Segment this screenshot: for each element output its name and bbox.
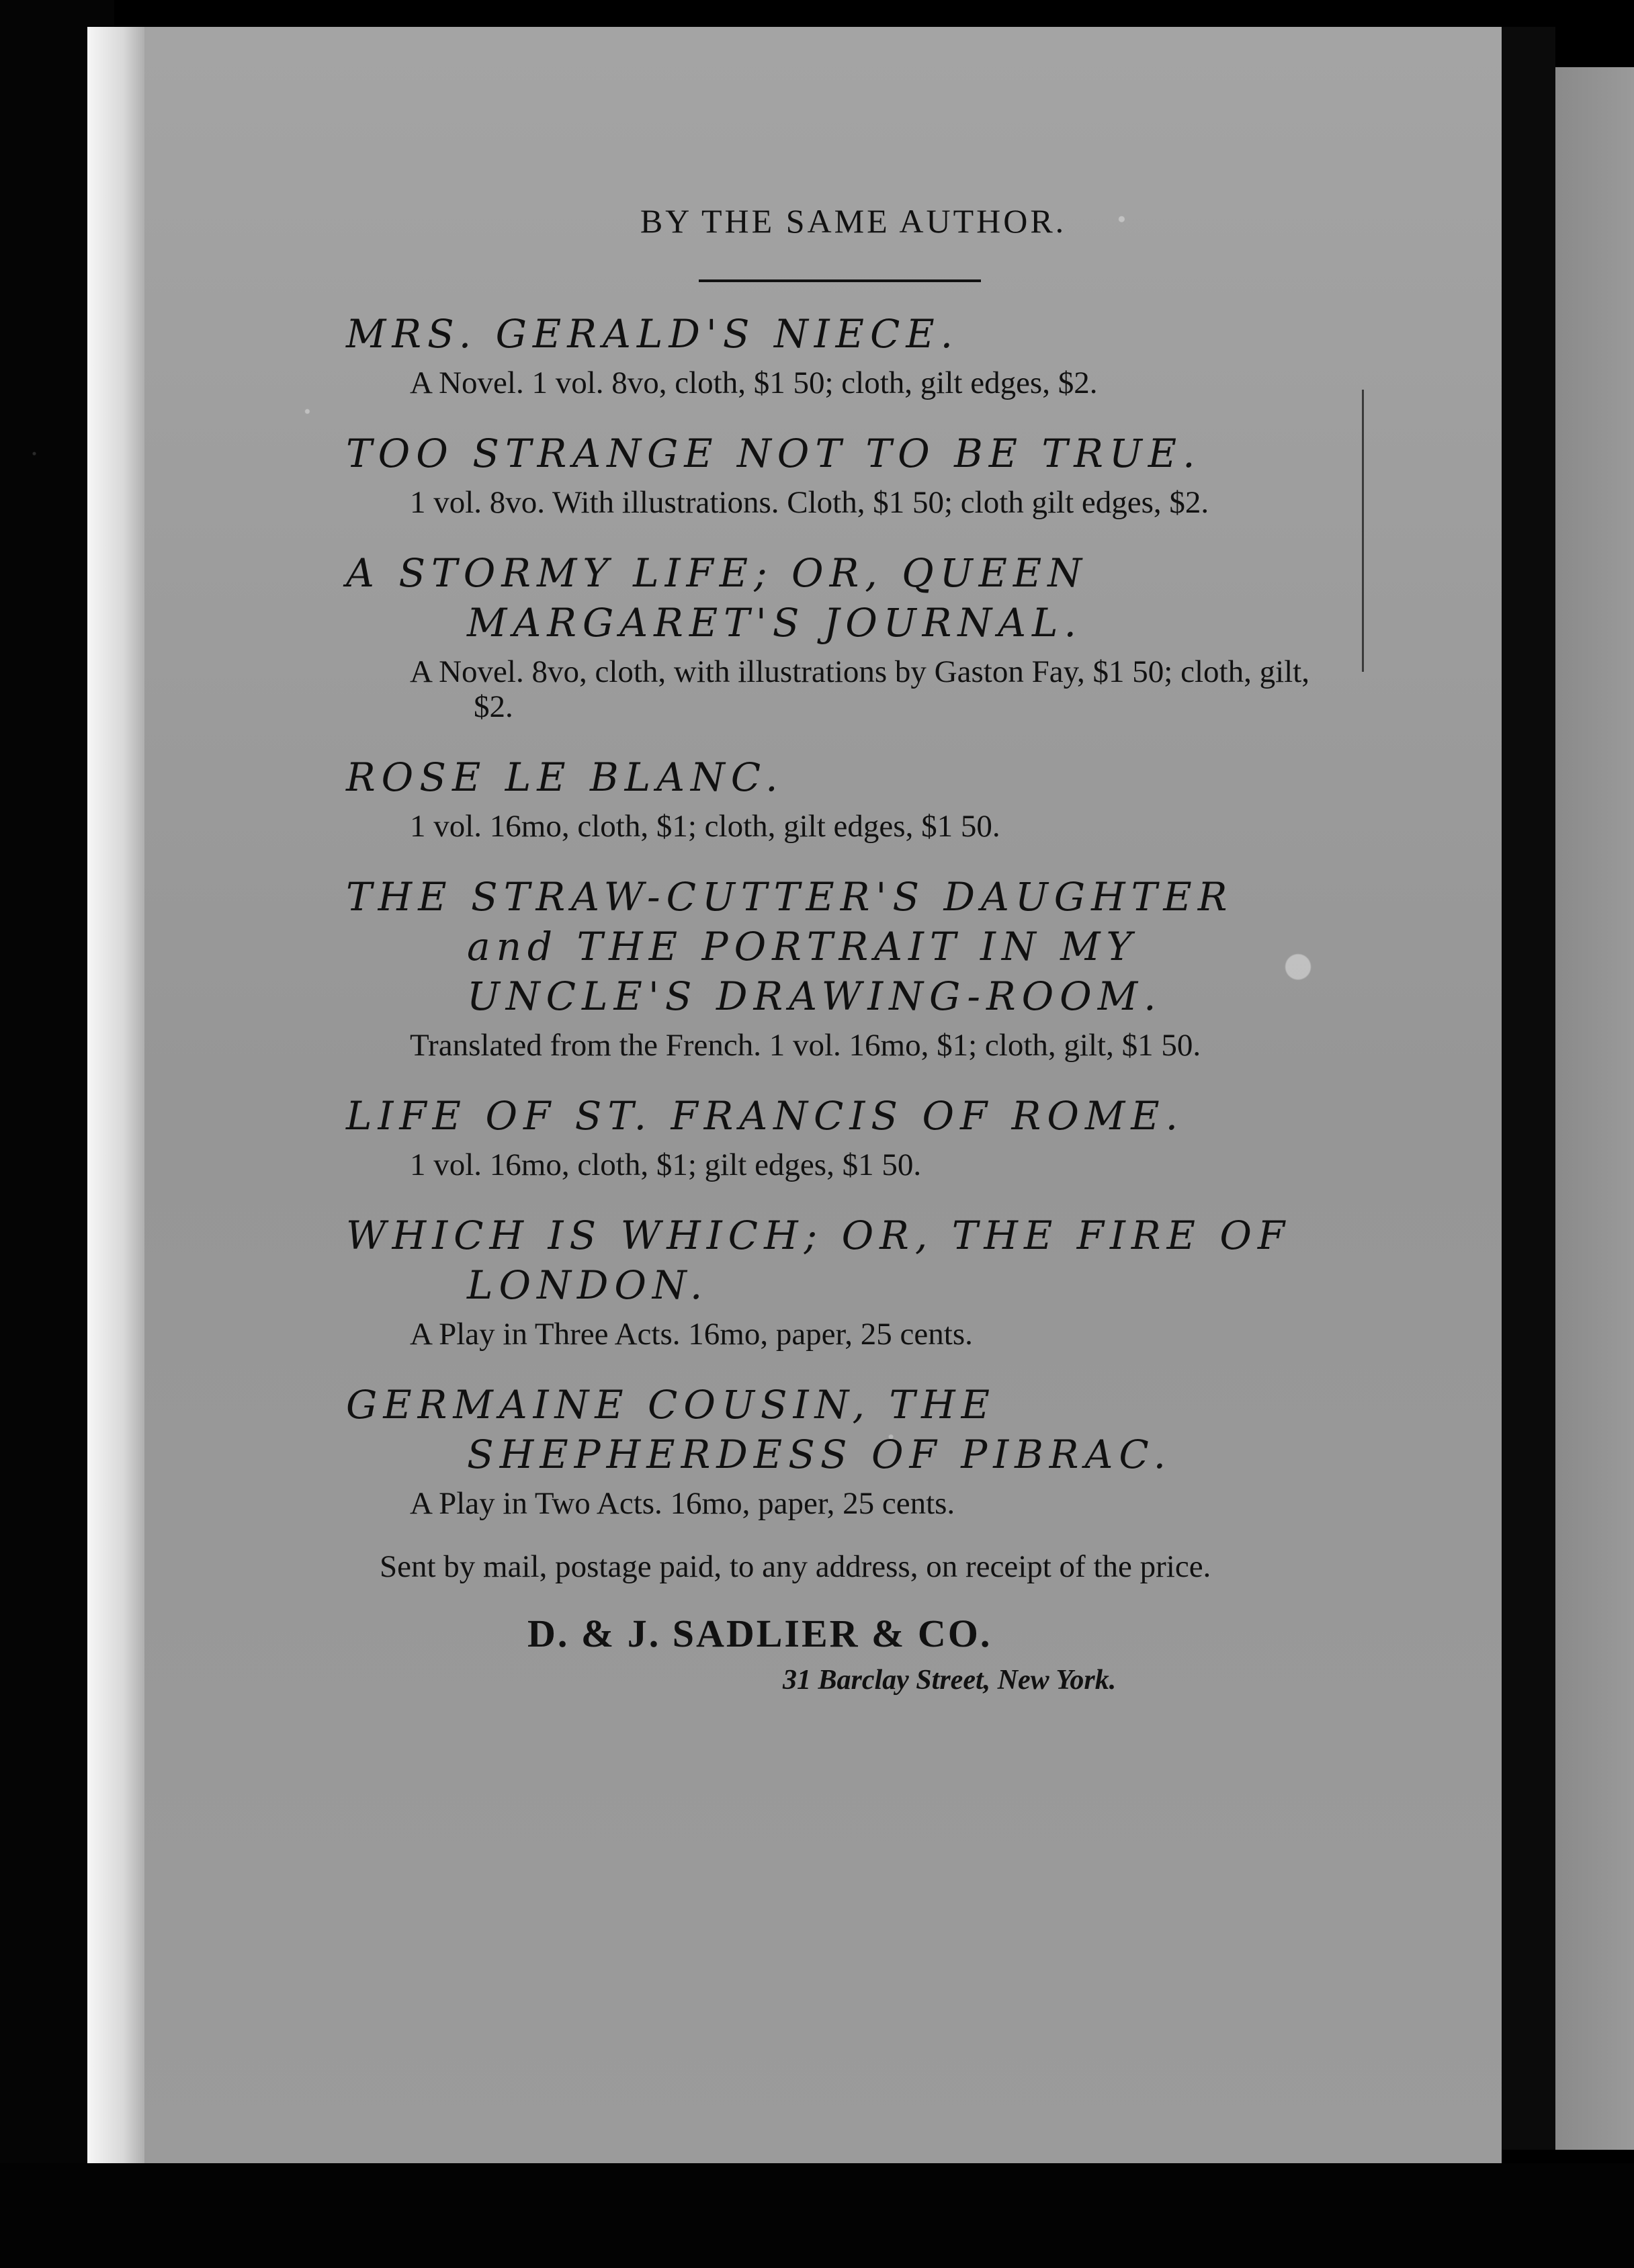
publisher-name: D. & J. SADLIER & CO. bbox=[527, 1612, 992, 1655]
book-title: TOO STRANGE NOT TO BE TRUE. bbox=[346, 431, 1201, 476]
book-details: A Novel. 8vo, cloth, with illustrations by Gaston Fay, $1 50; cloth, gilt, $2. bbox=[410, 654, 1309, 724]
book-entry bbox=[346, 1380, 1334, 1521]
publisher-address: 31 Barclay Street, New York. bbox=[783, 1665, 1117, 1696]
mail-order-note: Sent by mail, postage paid, to any address, on receipt of the price. bbox=[380, 1549, 1211, 1584]
book-entry bbox=[346, 1211, 1334, 1352]
book-entry bbox=[346, 548, 1334, 724]
book-title: ROSE LE BLANC. bbox=[346, 754, 784, 800]
heading-divider bbox=[699, 279, 981, 282]
book-spine bbox=[1502, 27, 1555, 2150]
book-entry bbox=[346, 429, 1334, 520]
margin-rule bbox=[1362, 390, 1364, 672]
page-heading: BY THE SAME AUTHOR. bbox=[640, 202, 1067, 240]
book-details: Translated from the French. 1 vol. 16mo, $1; cloth, gilt, $1 50. bbox=[410, 1028, 1201, 1063]
advertisement-content bbox=[346, 202, 1334, 1696]
book-details: 1 vol. 16mo, cloth, $1; gilt edges, $1 50. bbox=[410, 1147, 922, 1182]
book-title: MRS. GERALD'S NIECE. bbox=[346, 311, 959, 357]
book-details: A Play in Two Acts. 16mo, paper, 25 cents. bbox=[410, 1486, 955, 1521]
book-entry bbox=[346, 1091, 1334, 1182]
book-details: A Play in Three Acts. 16mo, paper, 25 cents. bbox=[410, 1317, 973, 1352]
book-details: 1 vol. 16mo, cloth, $1; cloth, gilt edges, $1 50. bbox=[410, 809, 1000, 844]
facing-page bbox=[1555, 67, 1634, 2150]
book-title: WHICH IS WHICH; OR, THE FIRE OF LONDON. bbox=[346, 1213, 1291, 1308]
book-title: THE STRAW-CUTTER'S DAUGHTER and THE PORTRAIT IN MY UNCLE'S DRAWING-ROOM. bbox=[346, 874, 1234, 1019]
book-details: 1 vol. 8vo. With illustrations. Cloth, $1 50; cloth gilt edges, $2. bbox=[410, 485, 1209, 520]
book-entry bbox=[346, 752, 1334, 844]
book-entry bbox=[346, 872, 1334, 1063]
book-entry bbox=[346, 309, 1334, 400]
book-title: GERMAINE COUSIN, THE SHEPHERDESS OF PIBRAC. bbox=[346, 1382, 1172, 1477]
book-title: LIFE OF ST. FRANCIS OF ROME. bbox=[346, 1093, 1185, 1139]
page-edge bbox=[87, 27, 148, 2163]
book-details: A Novel. 1 vol. 8vo, cloth, $1 50; cloth, gilt edges, $2. bbox=[410, 365, 1098, 400]
scan-bottom-margin bbox=[0, 2163, 1634, 2268]
book-title: A STORMY LIFE; OR, QUEEN MARGARET'S JOURNAL. bbox=[346, 550, 1088, 646]
